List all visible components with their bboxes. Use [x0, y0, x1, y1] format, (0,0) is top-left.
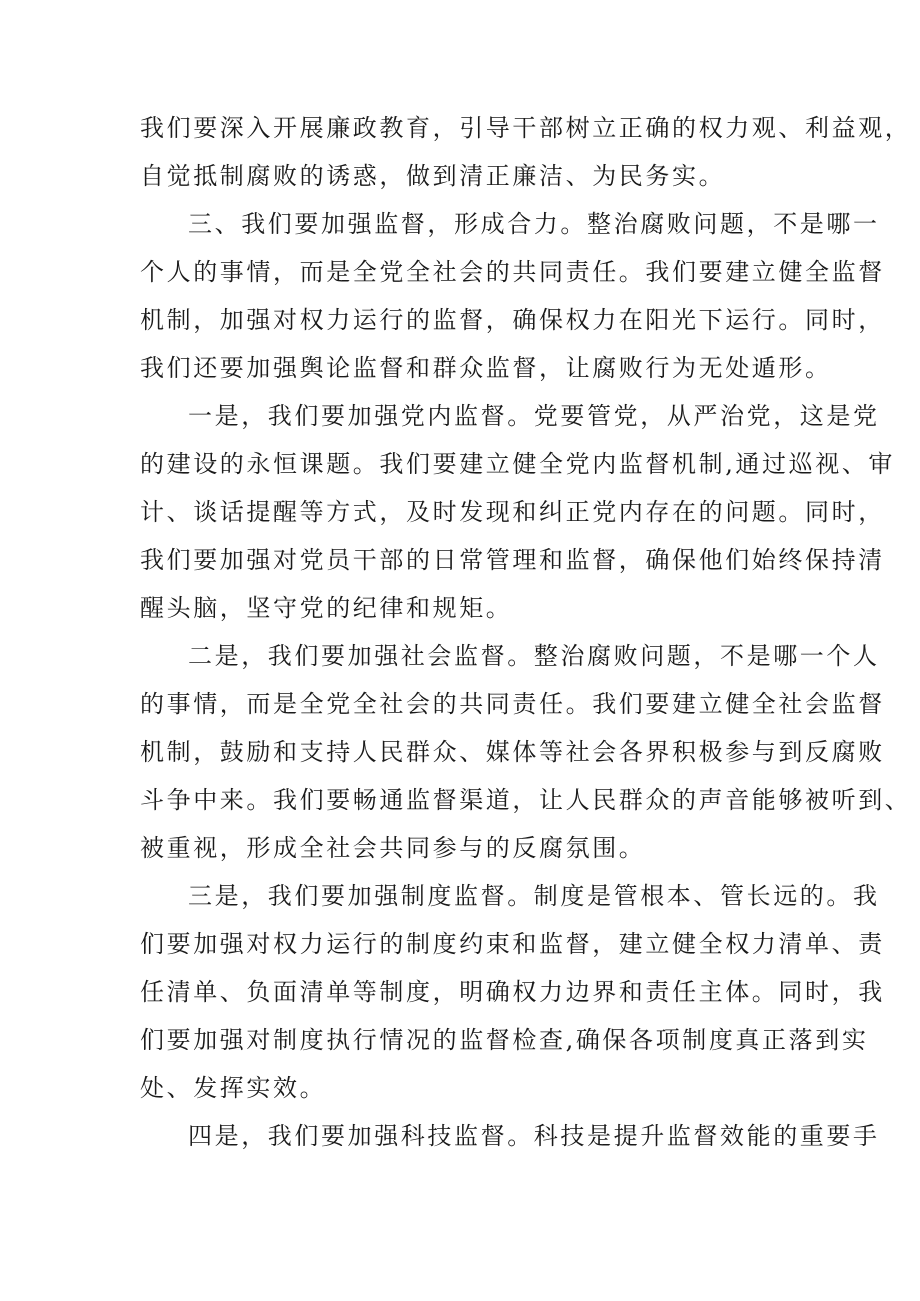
text-line: 被重视，形成全社会共同参与的反腐氛围。	[140, 834, 646, 862]
text-line: 的建设的永恒课题。我们要建立健全党内监督机制,通过巡视、审	[140, 450, 896, 478]
text-line: 机制，加强对权力运行的监督，确保权力在阳光下运行。同时，	[140, 306, 885, 334]
text-line: 自觉抵制腐败的诱惑，做到清正廉洁、为民务实。	[140, 162, 726, 190]
text-line: 斗争中来。我们要畅通监督渠道，让人民群众的声音能够被听到、	[140, 786, 912, 814]
paragraph-start-line: 三、我们要加强监督，形成合力。整治腐败问题，不是哪一	[188, 210, 880, 238]
text-line: 醒头脑，坚守党的纪律和规矩。	[140, 594, 513, 622]
text-line: 个人的事情，而是全党全社会的共同责任。我们要建立健全监督	[140, 258, 885, 286]
text-line: 们要加强对制度执行情况的监督检查,确保各项制度真正落到实	[140, 1026, 869, 1054]
paragraph-start-line: 二是，我们要加强社会监督。整治腐败问题，不是哪一个人	[188, 642, 880, 670]
text-line: 我们要深入开展廉政教育，引导干部树立正确的权力观、利益观，	[140, 114, 912, 142]
text-line: 我们还要加强舆论监督和群众监督，让腐败行为无处遁形。	[140, 354, 832, 382]
text-line: 机制，鼓励和支持人民群众、媒体等社会各界积极参与到反腐败	[140, 738, 885, 766]
text-line: 的事情，而是全党全社会的共同责任。我们要建立健全社会监督	[140, 690, 885, 718]
text-line: 我们要加强对党员干部的日常管理和监督，确保他们始终保持清	[140, 546, 885, 574]
paragraph-start-line: 一是，我们要加强党内监督。党要管党，从严治党，这是党	[188, 402, 880, 430]
text-line: 计、谈话提醒等方式，及时发现和纠正党内存在的问题。同时，	[140, 498, 885, 526]
paragraph-start-line: 四是，我们要加强科技监督。科技是提升监督效能的重要手	[188, 1122, 880, 1150]
text-line: 处、发挥实效。	[140, 1074, 327, 1102]
text-line: 任清单、负面清单等制度，明确权力边界和责任主体。同时，我	[140, 978, 885, 1006]
text-line: 们要加强对权力运行的制度约束和监督，建立健全权力清单、责	[140, 930, 885, 958]
paragraph-start-line: 三是，我们要加强制度监督。制度是管根本、管长远的。我	[188, 882, 880, 910]
